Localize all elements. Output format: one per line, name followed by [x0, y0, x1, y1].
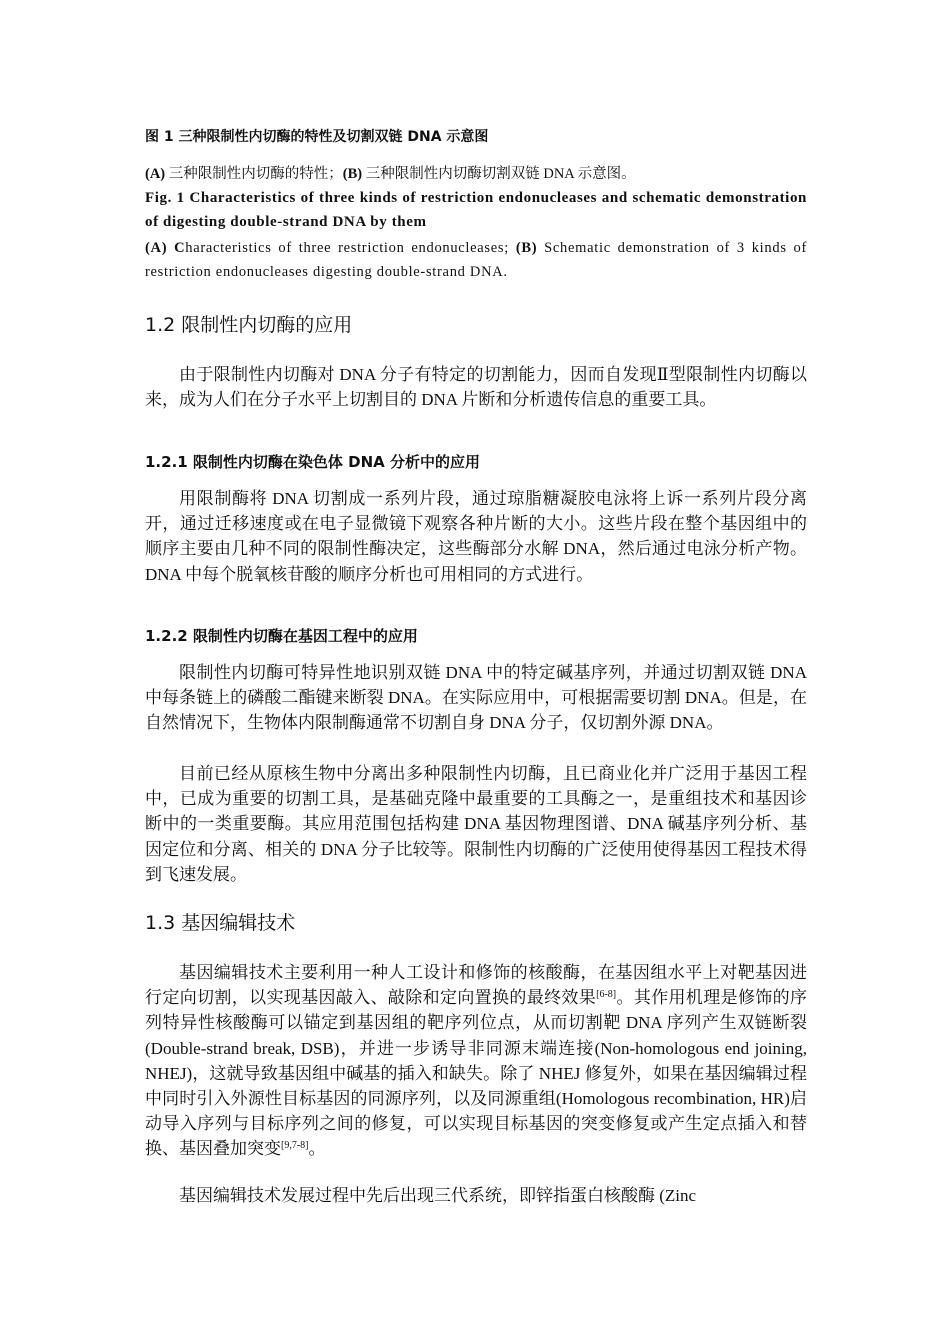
- figure-caption-title-en: Fig. 1 Characteristics of three kinds of restriction endonucleases and schematic demonstration of digesting double-strand DNA by them: [145, 190, 807, 230]
- panel-desc-b-en: Schematic demonstration of 3 kinds of restriction endonucleases digesting double-strand DNA.: [145, 240, 807, 280]
- panel-desc-a-cn: 三种限制性内切酶的特性；: [165, 166, 343, 182]
- citation-ref: [9,7-8]: [281, 1140, 309, 1152]
- section-1-2-2-paragraph-2: 目前已经从原核生物中分离出多种限制性内切酶，且已商业化并广泛用于基因工程中，已成为重要的切割工具，是基础克隆中最重要的工具酶之一，是重组技术和基因诊断中的一类重要酶。其应用范围包括构建 DNA 基因物理图谱、DNA 碱基序列分析、基因定位和分离、相关的 DNA 分子比较等。限制性内切酶的广泛使用使得基因工程技术得到飞速发展。: [145, 764, 807, 884]
- section-1-2-1-paragraph: 用限制酶将 DNA 切割成一系列片段，通过琼脂糖凝胶电泳将上诉一系列片段分离开，通过迁移速度或在电子显微镜下观察各种片断的大小。这些片段在整个基因组中的顺序主要由几种不同的限制性酶决定，这些酶部分水解 DNA，然后通过电泳分析产物。DNA 中每个脱氧核苷酸的顺序分析也可用相同的方式进行。: [145, 489, 807, 584]
- panel-label-b-en: (B): [515, 240, 538, 256]
- para-text-part-2: 。其作用机理是修饰的序列特异性核酸酶可以锚定到基因组的靶序列位点，从而切割靶 DNA 序列产生双链断裂(Double-strand break, DSB)，并进一步诱导非同源末端连接(Non-homologous end joining, NHEJ)，这就导致基因组中碱基的插入和缺失。除了 NHEJ 修复外，如果在基因编辑过程中同时引入外源性目标基因的同源序列，以及同源重组(Homologous recombination, HR)启动导入序列与目标序列之间的修复，可以实现目标基因的突变修复或产生定点插入和替换、基因叠加突变: [145, 988, 808, 1159]
- figure-caption-title-cn: 图 1 三种限制性内切酶的特性及切割双链 DNA 示意图: [145, 129, 489, 145]
- panel-label-a-en: (A) C: [145, 240, 186, 256]
- figure-caption-sub-cn: [145, 162, 807, 186]
- figure-caption-sub-en: [145, 236, 807, 284]
- section-heading-1-3: 1.3 基因编辑技术: [145, 912, 296, 934]
- section-1-2-2-paragraph-1: 限制性内切酶可特异性地识别双链 DNA 中的特定碱基序列，并通过切割双链 DNA 中每条链上的磷酸二酯键来断裂 DNA。在实际应用中，可根据需要切割 DNA。但是，在自然情况下，生物体内限制酶通常不切割自身 DNA 分子，仅切割外源 DNA。: [145, 663, 807, 733]
- section-1-2-paragraph: 由于限制性内切酶对 DNA 分子有特定的切割能力，因而自发现Ⅱ型限制性内切酶以来，成为人们在分子水平上切割目的 DNA 片断和分析遗传信息的重要工具。: [145, 365, 807, 410]
- panel-desc-b-cn: 三种限制性内切酶切割双链 DNA 示意图。: [362, 166, 636, 182]
- section-1-3-paragraph-2: 基因编辑技术发展过程中先后出现三代系统，即锌指蛋白核酸酶 (Zinc: [179, 1186, 697, 1205]
- section-heading-1-2-1: 1.2.1 限制性内切酶在染色体 DNA 分析中的应用: [145, 453, 480, 471]
- citation-ref: [6-8]: [596, 989, 617, 1001]
- section-1-3-paragraph-1: [145, 960, 807, 1162]
- para-text-part-1: 基因编辑技术主要利用一种人工设计和修饰的核酸酶，在基因组水平上对靶基因进行定向切割，以实现基因敲入、敲除和定向置换的最终效果: [145, 963, 807, 1008]
- panel-desc-a-en: haracteristics of three restriction endonucleases;: [185, 240, 516, 256]
- para-text-part-3: 。: [308, 1139, 326, 1159]
- section-heading-1-2-2: 1.2.2 限制性内切酶在基因工程中的应用: [145, 627, 418, 645]
- section-heading-1-2: 1.2 限制性内切酶的应用: [145, 314, 353, 336]
- panel-label-b: (B): [342, 166, 363, 182]
- panel-label-a: (A): [145, 166, 166, 182]
